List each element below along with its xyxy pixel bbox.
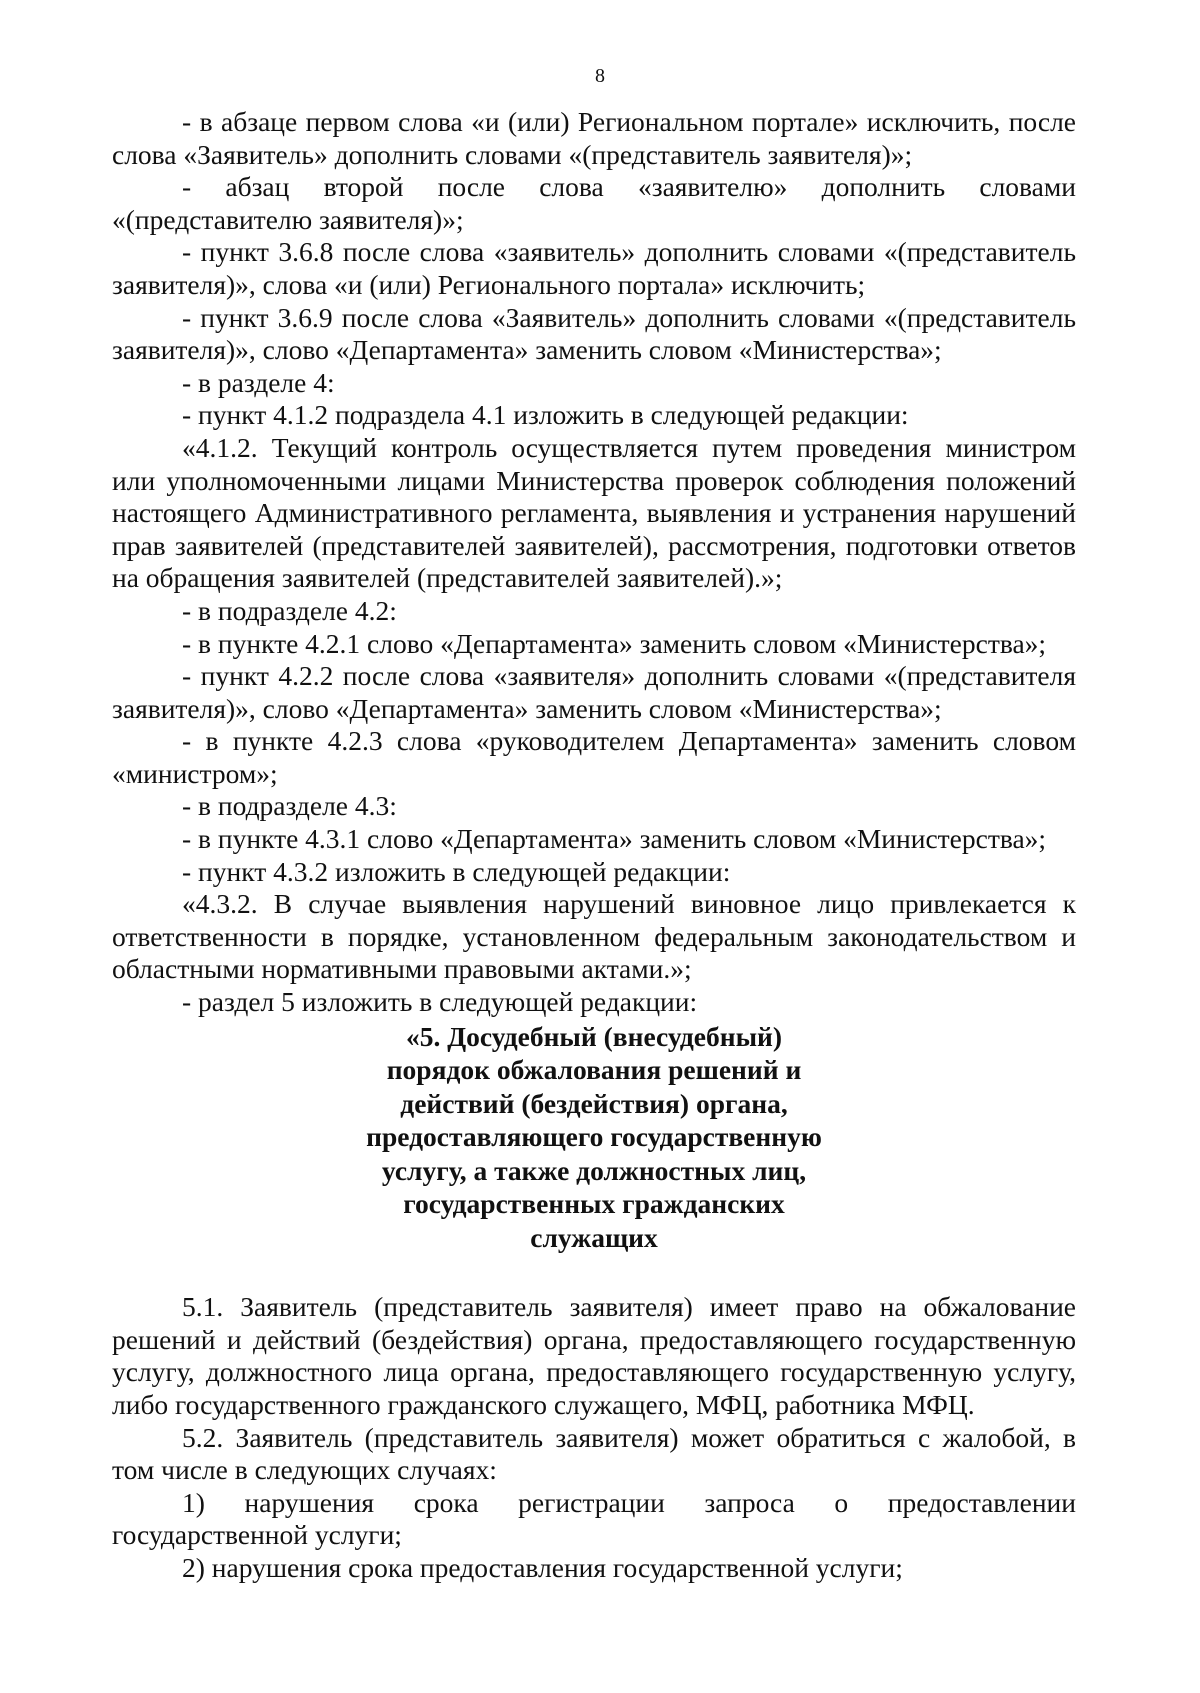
paragraph-4-1-2-intro: - пункт 4.1.2 подраздела 4.1 изложить в следующей редакции:: [182, 399, 909, 431]
paragraph-5-2: 5.2. Заявитель (представитель заявителя) может обратиться с жалобой, в том числе в следующих случаях:: [112, 1421, 1076, 1486]
section-5-heading-line: предоставляющего государственную: [366, 1121, 822, 1153]
section-5-heading-line: государственных гражданских: [403, 1188, 785, 1220]
paragraph-amend-3-6-9: - пункт 3.6.9 после слова «Заявитель» дополнить словами «(представитель заявителя)», слово «Департамента» заменить словом «Министерства»;: [112, 301, 1076, 366]
paragraph-4-2-1: - в пункте 4.2.1 слово «Департамента» заменить словом «Министерства»;: [182, 627, 1047, 659]
paragraph-section-4: - в разделе 4:: [182, 366, 335, 398]
section-5-heading-line: служащих: [530, 1221, 658, 1253]
paragraph-amend-3-6-8: - пункт 3.6.8 после слова «заявитель» дополнить словами «(представитель заявителя)», слова «и (или) Регионального портала» исключить;: [112, 236, 1076, 300]
page-number: 8: [595, 65, 605, 87]
section-5-heading-line: «5. Досудебный (внесудебный): [405, 1020, 783, 1052]
section-5-heading-line: действий (бездействия) органа,: [400, 1087, 788, 1119]
paragraph-5-1: 5.1. Заявитель (представитель заявителя) имеет право на обжалование решений и действий (бездействия) органа, предоставляющего государственную услугу, должностного лица органа, предоставляющего государственную услугу, либо государственного гражданского служащего, МФЦ, работника МФЦ.: [112, 1291, 1076, 1420]
section-5-heading-line: услугу, а также должностных лиц,: [381, 1154, 807, 1186]
paragraph-5-2-item-2: 2) нарушения срока предоставления государственной услуги;: [182, 1551, 903, 1583]
paragraph-subsection-4-2: - в подразделе 4.2:: [182, 594, 397, 626]
spacer: [112, 1254, 1076, 1291]
document-body: [112, 106, 1076, 1584]
paragraph-4-2-2: - пункт 4.2.2 после слова «заявителя» дополнить словами «(представителя заявителя)», слово «Департамента» заменить словом «Министерства»;: [112, 660, 1076, 724]
paragraph-4-1-2-text: «4.1.2. Текущий контроль осуществляется путем проведения министром или уполномоченными лицами Министерства проверок соблюдения положений настоящего Административного регламента, выявления и устранения нарушений прав заявителей (представителей заявителей), рассмотрения, подготовки ответов на обращения заявителей (представителей заявителей).»;: [112, 431, 1076, 594]
section-5-heading: [112, 1019, 1076, 1255]
paragraph-4-3-1: - в пункте 4.3.1 слово «Департамента» заменить словом «Министерства»;: [182, 823, 1047, 855]
paragraph-amend-first-abzac: - в абзаце первом слова «и (или) Региональном портале» исключить, после слова «Заявитель» дополнить словами «(представитель заявителя)»;: [112, 106, 1076, 170]
section-5-heading-line: порядок обжалования решений и: [386, 1054, 802, 1086]
paragraph-4-3-2-intro: - пункт 4.3.2 изложить в следующей редакции:: [182, 855, 731, 887]
paragraph-amend-second-abzac: - абзац второй после слова «заявителю» дополнить словами «(представителю заявителя)»;: [112, 171, 1076, 235]
paragraph-4-3-2-text: «4.3.2. В случае выявления нарушений виновное лицо привлекается к ответственности в порядке, установленном федеральным законодательством и областными нормативными правовыми актами.»;: [112, 888, 1076, 985]
paragraph-subsection-4-3: - в подразделе 4.3:: [182, 790, 397, 822]
paragraph-4-2-3: - в пункте 4.2.3 слова «руководителем Департамента» заменить словом «министром»;: [112, 725, 1076, 789]
paragraph-section-5-intro: - раздел 5 изложить в следующей редакции:: [182, 986, 698, 1018]
paragraph-5-2-item-1: 1) нарушения срока регистрации запроса о предоставлении государственной услуги;: [112, 1486, 1076, 1551]
